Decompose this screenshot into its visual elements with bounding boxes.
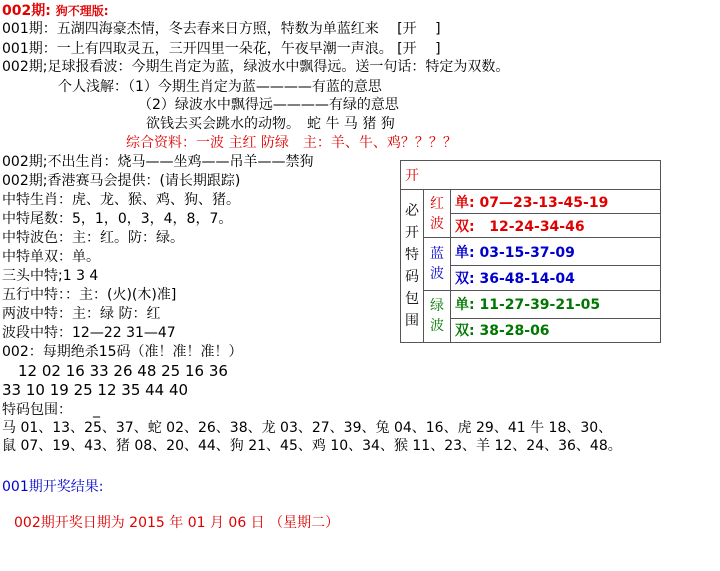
special-code-table	[400, 160, 661, 343]
wave-color-line: 中特波色：主：红。防：绿。	[2, 230, 184, 246]
blue-wave-label: 蓝波	[424, 238, 451, 290]
tail-numbers-line: 中特尾数：5，1，0，3，4，8，7。	[2, 211, 233, 227]
two-waves-line: 两波中特：主：绿 防：红	[2, 306, 161, 322]
kill-numbers-row-1: 12 02 16 33 26 48 25 16 36	[18, 362, 228, 380]
three-heads-line: 三头中特;1 3 4	[2, 268, 99, 284]
green-even-numbers: 38-28-06	[479, 323, 550, 340]
zodiac-numbers-row-1: 马 01、13、25、37、蛇 02、26、38、龙 03、27、39、兔 04、16、虎 29、41 牛 18、30、	[2, 420, 613, 436]
five-elements-line: 五行中特：：主：(火)(木)准]	[2, 287, 177, 303]
jockey-club-line: 002期;香港赛马会提供：(请长期跟踪)	[2, 173, 241, 189]
kill-numbers-row-2: 33 10 19 25 12 35 44 40	[2, 381, 189, 399]
riddle-line-2: 001期：一上有四取灵五，三开四里一朵花，午夜早潮一声浪。 [开 ]	[2, 41, 441, 57]
red-odd-cell	[451, 190, 661, 214]
wave-segment-line: 波段中特：12—22 31—47	[2, 325, 176, 341]
header-line	[2, 2, 109, 20]
table-header: 开	[401, 161, 661, 190]
zodiac-line: 中特生肖：虎、龙、猴、鸡、狗、猪。	[2, 192, 240, 208]
red-even-cell	[451, 214, 661, 238]
excluded-zodiac-line: 002期;不出生肖：烧马——坐鸡——吊羊——禁狗	[2, 154, 314, 170]
red-odd-numbers: 07—23-13-45-19	[479, 194, 609, 211]
row-label: 双:	[455, 271, 475, 288]
blue-even-cell	[451, 266, 661, 290]
odd-even-line: 中特单双：单。	[2, 249, 100, 265]
issue-number: 002期:	[2, 3, 51, 19]
football-line: 002期;足球报看波：今期生肖定为蓝，绿波水中飘得远。送一句话：特定为双数。	[2, 59, 510, 75]
green-even-cell	[451, 318, 661, 342]
special-code-title: 特码包围： _	[2, 402, 100, 418]
row-label: 单:	[455, 244, 475, 261]
summary-line: 综合资料：一波 主红 防绿 主：羊、牛、鸡？？？？	[126, 135, 457, 151]
blue-odd-numbers: 03-15-37-09	[479, 244, 575, 261]
zodiac-numbers-row-2: 鼠 07、19、43、猪 08、20、44、狗 21、45、鸡 10、34、猴 11、23、羊 12、24、36、48。	[2, 438, 622, 454]
kill-numbers-title: 002：每期绝杀15码（准！准！准！）	[2, 344, 243, 360]
green-wave-label: 绿波	[424, 290, 451, 342]
interpretation-line-2: （2）绿波水中飘得远————有绿的意思	[138, 97, 399, 113]
row-label: 双:	[455, 218, 475, 235]
riddle-line-1: 001期：五湖四海豪杰情，冬去春来日方照，特数为单蓝红来 [开 ]	[2, 21, 441, 37]
draw-date-line: 002期开奖日期为 2015 年 01 月 06 日 （星期二）	[14, 515, 340, 531]
page-title: 狗不理版:	[55, 4, 109, 18]
draw-result-line: 001期开奖结果:	[2, 479, 104, 495]
interpretation-line-1: 个人浅解：（1）今期生肖定为蓝————有蓝的意思	[58, 79, 382, 95]
blue-odd-cell	[451, 238, 661, 266]
red-wave-label: 红波	[424, 190, 451, 238]
row-label: 单:	[455, 297, 475, 314]
green-odd-numbers: 11-27-39-21-05	[479, 297, 601, 314]
row-label: 单:	[455, 194, 475, 211]
blue-even-numbers: 36-48-14-04	[479, 271, 575, 288]
animals-line: 欲钱去买会跳水的动物。 蛇 牛 马 猪 狗	[146, 116, 395, 132]
red-even-numbers: 12-24-34-46	[489, 218, 585, 235]
side-label: 必开特码包围	[401, 190, 424, 343]
row-label: 双:	[455, 323, 475, 340]
green-odd-cell	[451, 290, 661, 318]
